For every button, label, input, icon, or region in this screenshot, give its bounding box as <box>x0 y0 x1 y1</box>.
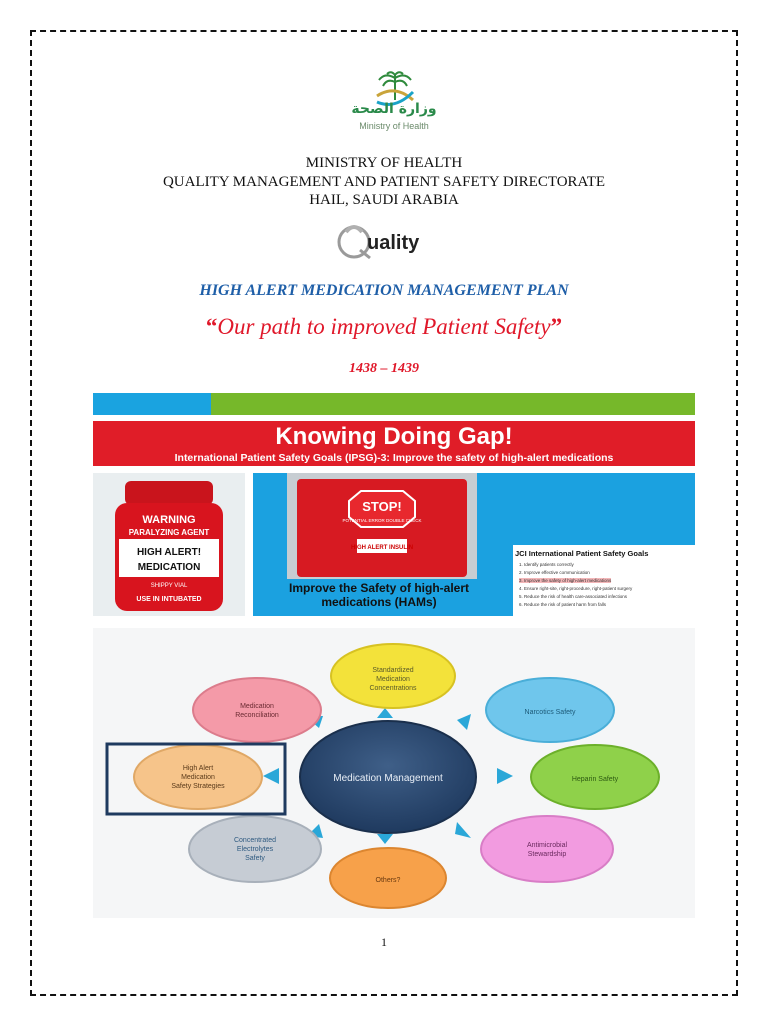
center-node-label: Medication Management <box>333 773 443 784</box>
bottle-small-text: SHIPPY VIAL <box>150 583 188 589</box>
bottle-intubated-text: USE IN INTUBATED <box>136 596 202 603</box>
medication-management-diagram <box>93 628 695 918</box>
high-alert-bottle-image <box>93 473 245 616</box>
svg-text:MEDICATION: MEDICATION <box>137 562 201 573</box>
years: 1438 – 1439 <box>349 361 419 376</box>
accent-bar-blue <box>93 393 211 415</box>
svg-text:MedicationReconciliation: Medication Reconciliation <box>235 703 279 719</box>
close-quote: ” <box>550 314 563 339</box>
svg-text:AntimicrobialStewardship: Antimicrobial Stewardship <box>526 842 568 858</box>
quality-logo-text: uality <box>367 232 420 254</box>
accent-bar-green <box>211 393 695 415</box>
page-number: 1 <box>381 935 387 949</box>
svg-text:HIGH ALERT!: HIGH ALERT! <box>136 547 202 558</box>
jci-goals-title: JCI International Patient Safety Goals <box>515 549 649 558</box>
svg-text:High AlertMedicationSafety Str: High Alert Medication Safety Strategies <box>171 765 225 790</box>
svg-text:ConcentratedElectrolytesSafety: Concentrated Electrolytes Safety <box>233 837 277 862</box>
banner-title: Knowing Doing Gap! <box>275 423 513 450</box>
jci-goals-card <box>513 545 695 616</box>
open-quote: “ <box>205 314 218 339</box>
jci-goals-image <box>505 473 695 616</box>
header-ministry: MINISTRY OF HEALTH <box>305 155 463 171</box>
node-heparin-label: Heparin Safety <box>571 776 619 783</box>
plan-title: HIGH ALERT MEDICATION MANAGEMENT PLAN <box>199 282 569 299</box>
bottle-warning-text: WARNING <box>142 514 196 526</box>
jci-goal-item: 4. Ensure right-site, right-procedure, right-patient surgery <box>519 586 633 591</box>
bottle-paralyzing-text: PARALYZING AGENT <box>128 528 210 537</box>
node-reconciliation <box>193 678 321 742</box>
logo-english-text: Ministry of Health <box>359 121 429 131</box>
header-directorate: QUALITY MANAGEMENT AND PATIENT SAFETY DIRECTORATE <box>162 174 606 190</box>
jci-goal-item: 1. Identify patients correctly <box>519 562 574 567</box>
node-antimicrobial <box>481 816 613 882</box>
stop-sign-text: STOP! <box>362 499 402 514</box>
tagline-text: Our path to improved Patient Safety <box>217 314 551 339</box>
insulin-box-icon <box>287 473 477 579</box>
header-location: HAIL, SAUDI ARABIA <box>309 192 459 208</box>
jci-goal-item: 5. Reduce the risk of health care-associated infections <box>519 594 628 599</box>
node-others-label: Others? <box>375 877 401 884</box>
logo-arabic-text: وزارة الصحة <box>351 101 437 117</box>
jci-goal-item-highlighted: 3. Improve the safety of high-alert medications <box>519 578 612 583</box>
jci-goal-item: 2. Improve effective communication <box>519 570 590 575</box>
knowing-doing-gap-banner <box>93 421 695 466</box>
jci-goal-item: 6. Reduce the risk of patient harm from falls <box>519 602 607 607</box>
node-narcotics-label: Narcotics Safety <box>524 709 576 716</box>
improve-safety-label: Improve the Safety of high-alert medications (HAMs) <box>288 581 470 609</box>
svg-text:StandardizedMedicationConcentr: Standardized Medication Concentrations <box>369 667 417 692</box>
insulin-label-text: HIGH ALERT INSULIN <box>350 545 414 551</box>
stop-sub-text: POTENTIAL ERROR DOUBLE CHECK <box>342 518 422 523</box>
tagline <box>0 314 768 340</box>
banner-subtitle: International Patient Safety Goals (IPSG)-3: Improve the safety of high-alert medications <box>174 452 614 464</box>
stop-box-image <box>253 473 505 616</box>
